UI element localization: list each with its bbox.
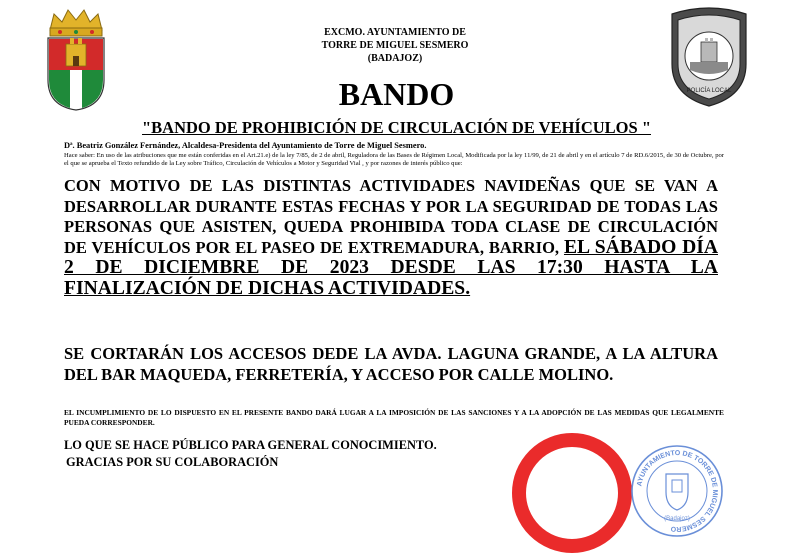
public-notice: LO QUE SE HACE PÚBLICO PARA GENERAL CONOCIMIENTO. [64, 438, 437, 452]
signer-line: Dª. Beatriz González Fernández, Alcaldesa-Presidenta del Ayuntamiento de Torre de Miguel Sesmero. [64, 141, 427, 150]
announcement-intro: CON MOTIVO DE LAS DISTINTAS ACTIVIDADES NAVIDEÑAS QUE SE VAN A DESARROLLAR DURANTE ESTAS FECHAS Y POR LA SEGURIDAD DE TODAS LAS PERSONAS QUE ASISTEN, QUEDA PROHIBIDA TODA CLASE DE CIRCULACIÓN DE VEHÍCULOS POR EL PASEO DE EXTREMADURA, BARRIO, [64, 176, 718, 257]
org-line-1: EXCMO. AYUNTAMIENTO DE [324, 27, 466, 38]
road-closure-notice: SE CORTARÁN LOS ACCESOS DEDE LA AVDA. LAGUNA GRANDE, A LA ALTURA DEL BAR MAQUEDA, FERRETERÍA, Y ACCESO POR CALLE MOLINO. [64, 344, 718, 384]
prohibition-circle-icon [512, 433, 632, 553]
org-line-3: (BADAJOZ) [367, 53, 423, 64]
police-badge-text: POLICÍA LOCAL [686, 88, 732, 94]
document-subtitle: "BANDO DE PROHIBICIÓN DE CIRCULACIÓN DE VEHÍCULOS " [142, 118, 651, 137]
announcement-date-highlight: EL SÁBADO DÍA 2 DE DICIEMBRE DE 2023 DESDE LAS 17:30 HASTA LA FINALIZACIÓN DE DICHAS ACTIVIDADES. [64, 236, 719, 299]
organization-header [300, 26, 490, 65]
stamp-ring-text: AYUNTAMIENTO DE TORRE DE MIGUEL SESMERO [636, 449, 719, 533]
page-title: BANDO [338, 76, 455, 112]
stamp-bottom-text: (Badajoz) [664, 516, 690, 522]
legal-preamble: Hace saber: En uso de las atribuciones que me están conferidas en el Art.21.e) de la ley 7/85, de 2 de abril, Reguladora de las Bases de Régimen Local, Modificada por la ley 11/99, de 21 de abril y en el artículo 7 de RD.6/2015, de 30 de Octubre, por el que se aprueba el Texto refundido de la Ley sobre Tráfico, Circulación de Vehículos a Motor y Seguridad Vial , y por razones de interés público que: [64, 152, 724, 168]
org-line-2: TORRE DE MIGUEL SESMERO [321, 40, 469, 51]
thanks-line: GRACIAS POR SU COLABORACIÓN [66, 455, 279, 469]
penalty-notice: EL INCUMPLIMIENTO DE LO DISPUESTO EN EL PRESENTE BANDO DARÁ LUGAR A LA IMPOSICIÓN DE LAS SANCIONES Y A LA ADOPCIÓN DE LAS MEDIDAS QUE LEGALMENTE PUEDA CORRESPONDER. [64, 408, 724, 427]
main-announcement [64, 176, 718, 300]
municipal-stamp-icon [630, 444, 724, 538]
